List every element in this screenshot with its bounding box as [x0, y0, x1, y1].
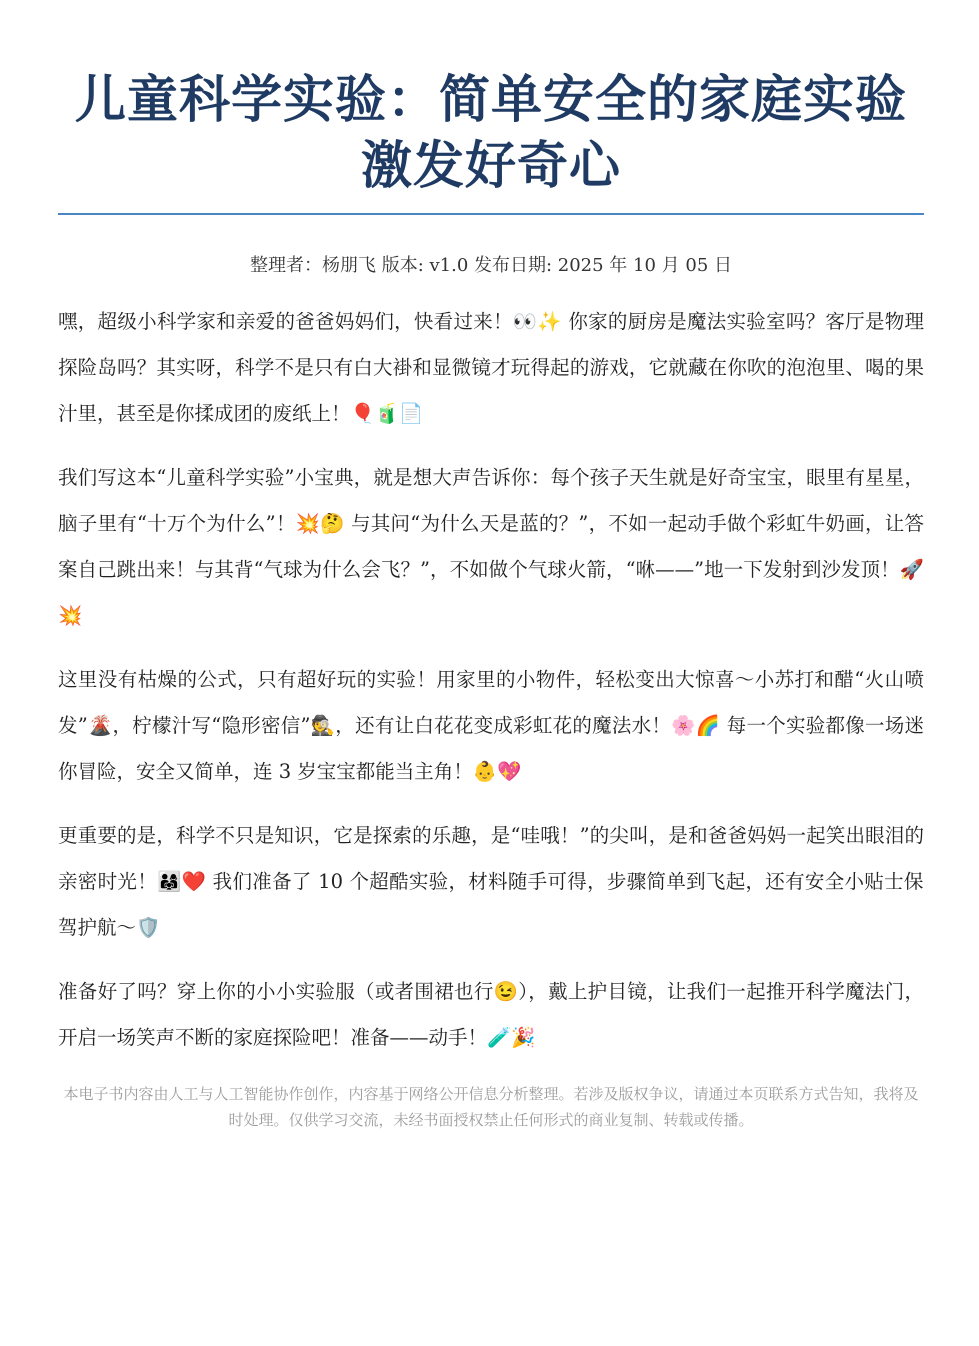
- paragraph-call-to-action: 准备好了吗？穿上你的小小实验服（或者围裙也行😉），戴上护目镜，让我们一起推开科学魔法门，开启一场笑声不断的家庭探险吧！准备——动手！🧪🎉: [58, 980, 924, 1049]
- page-title: 儿童科学实验：简单安全的家庭实验激发好奇心: [74, 71, 907, 196]
- copyright-notice: 本电子书内容由人工与人工智能协作创作，内容基于网络公开信息分析整理。若涉及版权争议，请通过本页联系方式告知，我将及时处理。仅供学习交流，未经书面授权禁止任何形式的商业复制、转载或传播。: [63, 1085, 919, 1129]
- title-divider: [58, 213, 924, 215]
- document-meta: 整理者：杨朋飞 版本: v1.0 发布日期: 2025 年 10 月 05 日: [249, 255, 733, 276]
- paragraph-intro: 嘿，超级小科学家和亲爱的爸爸妈妈们，快看过来！👀✨ 你家的厨房是魔法实验室吗？客厅是物理探险岛吗？其实呀，科学不是只有白大褂和显微镜才玩得起的游戏，它就藏在你吹的泡泡里、喝的果汁里，甚至是你揉成团的废纸上！🎈🧃📄: [58, 310, 924, 425]
- paragraph-importance: 更重要的是，科学不只是知识，它是探索的乐趣，是“哇哦！”的尖叫，是和爸爸妈妈一起笑出眼泪的亲密时光！👨‍👩‍👧❤️ 我们准备了 10 个超酷实验，材料随手可得，步骤简单到飞起，还有安全小贴士保驾护航～🛡️: [58, 824, 924, 939]
- paragraph-purpose: 我们写这本“儿童科学实验”小宝典，就是想大声告诉你：每个孩子天生就是好奇宝宝，眼里有星星，脑子里有“十万个为什么”！💥🤔 与其问“为什么天是蓝的？”，不如一起动手做个彩虹牛奶画，让答案自己跳出来！与其背“气球为什么会飞？”，不如做个气球火箭，“咻——”地一下发射到沙发顶！🚀💥: [58, 466, 924, 627]
- paragraph-experiments: 这里没有枯燥的公式，只有超好玩的实验！用家里的小物件，轻松变出大惊喜～小苏打和醋“火山喷发”🌋，柠檬汁写“隐形密信”🕵️，还有让白花花变成彩虹花的魔法水！🌸🌈 每一个实验都像一场迷你冒险，安全又简单，连 3 岁宝宝都能当主角！👶💖: [58, 668, 924, 783]
